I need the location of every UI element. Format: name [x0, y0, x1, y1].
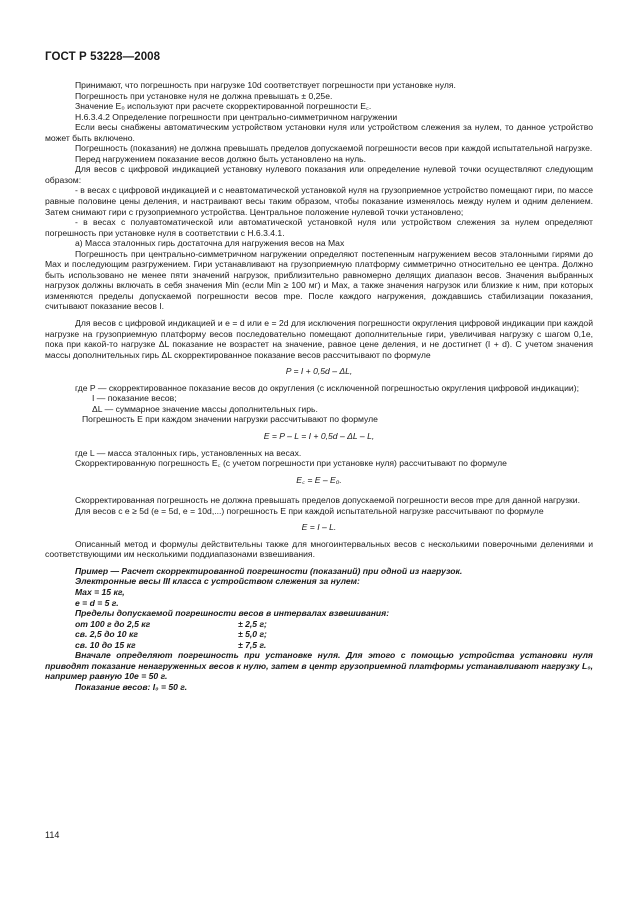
tolerance-row: св. 10 до 15 кг ± 7,5 г. — [75, 639, 267, 650]
paragraph: Погрешность при центрально-симметричном нагружении определяют постепенным нагружением весов эталонными гирями до Max и последующим разгружением. Гири устанавливают на грузоприемную платформу симметрично относительно ее центра. Должно быть использовано не менее пяти значений нагрузок, приблизительно равномерно делящих диапазон весов. Значения выбранных нагрузок должны включать в себя значения Min (если Min ≥ 100 мг) и Max, а также значения нагрузок или близкие к ним, при которых изменяются пределы допускаемой погрешности весов mpe. После каждого нагружения, дождавшись стабилизации показания, считывают показание весов I. — [45, 248, 593, 312]
example-line: Пределы допускаемой погрешности весов в интервалах взвешивания: — [75, 608, 390, 619]
example-line: Вначале определяют погрешность при установке нуля. Для этого с помощью устройства установки нуля приводят показание ненагруженных весов к нулю, затем в центр грузоприемной платформы устанавливают нагрузку L₀, например равную 10e = 50 г. — [45, 650, 593, 682]
formula: E = I – L. — [301, 522, 337, 533]
document-body — [45, 80, 593, 692]
list-item: - в весах с полуавтоматической или автоматической установкой нуля или устройством слежения за нулем определяют погрешность при установке нуля в соответствии с Н.6.3.4.1. — [45, 217, 593, 238]
paragraph: Если весы снабжены автоматическим устройством установки нуля или устройством слежения за нулем, то данное устройство может быть включено. — [45, 122, 593, 143]
tolerance-row: от 100 г до 2,5 кг ± 2,5 г; — [75, 618, 267, 629]
list-item: - в весах с цифровой индикацией и с неавтоматической установкой нуля на грузоприемное устройство помещают гири, по массе равные половине цены деления, и настраивают весы таким образом, чтобы показание изменялось между нулем и одним делением. Затем снимают гири с грузоприемного устройства. Центральное положение нулевой точки установлено; — [45, 185, 593, 217]
paragraph: Значение E₀ используют при расчете скорректированной погрешности E꜀. — [75, 101, 372, 112]
document-header: ГОСТ Р 53228—2008 — [45, 51, 161, 63]
paragraph: Погрешность E при каждом значении нагрузки рассчитывают по формуле — [82, 414, 378, 425]
formula: E = P – L = I + 0,5d – ΔL – L, — [263, 430, 375, 441]
subsection-heading: а) Масса эталонных гирь достаточна для нагружения весов на Max — [75, 238, 345, 249]
formula-legend: где P — скорректированное показание весов до округления (с исключенной погрешностью округления цифровой индикации); — [75, 382, 579, 393]
example-line: Max = 15 кг, — [75, 586, 125, 597]
paragraph: Для весов с e ≥ 5d (e = 5d, e = 10d,...) погрешность E при каждой испытательной нагрузке рассчитывают по формуле — [75, 505, 544, 516]
paragraph: Для весов с цифровой индикацией и e = d или e = 2d для исключения погрешности округления цифровой индикации при каждой нагрузке на грузоприемную платформу весов последовательно помещают дополнительные гири, увеличивая нагрузку с шагом 0,1e, пока при какой-то нагрузке ΔL показание не возрастет на значение, равное цене деления, и не достигнет (I + d). С учетом значения массы дополнительных гирь ΔL скорректированное показание весов рассчитывают по формуле — [45, 318, 593, 360]
paragraph: где L — масса эталонных гирь, установленных на весах. — [75, 447, 302, 458]
paragraph: Перед нагружением показание весов должно быть установлено на нуль. — [75, 153, 367, 164]
page-number: 114 — [45, 830, 60, 840]
paragraph: Для весов с цифровой индикацией установку нулевого показания или определение нулевой точки осуществляют следующим образом: — [45, 164, 593, 185]
paragraph: Погрешность при установке нуля не должна превышать ± 0,25e. — [75, 90, 333, 101]
paragraph: Принимают, что погрешность при нагрузке 10d соответствует погрешности при установке нуля. — [75, 80, 456, 90]
tolerance-row: св. 2,5 до 10 кг ± 5,0 г; — [75, 629, 267, 640]
section-heading: Н.6.3.4.2 Определение погрешности при центрально-симметричном нагружении — [75, 111, 398, 122]
formula-legend: I — показание весов; — [92, 393, 177, 404]
formula: P = I + 0,5d – ΔL, — [285, 366, 353, 377]
example-line: Показание весов: I₀ = 50 г. — [75, 681, 188, 692]
example-line: e = d = 5 г. — [75, 597, 119, 608]
example-line: Электронные весы III класса с устройством слежения за нулем: — [75, 576, 360, 587]
formula-legend: ΔL — суммарное значение массы дополнительных гирь. — [92, 403, 318, 414]
formula: E꜀ = E – E₀. — [296, 474, 342, 485]
paragraph: Скорректированная погрешность не должна превышать пределов допускаемой погрешности весов mpe для данной нагрузки. — [75, 495, 580, 506]
paragraph: Скорректированную погрешность E꜀ (с учетом погрешности при установке нуля) рассчитывают по формуле — [75, 458, 507, 469]
paragraph: Описанный метод и формулы действительны также для многоинтервальных весов с несколькими поверочными делениями и соответствующими им несколькими поддиапазонами взвешивания. — [45, 538, 593, 560]
example-title: Пример — Расчет скорректированной погрешности (показаний) при одной из нагрузок. — [75, 565, 463, 576]
paragraph: Погрешность (показания) не должна превышать пределов допускаемой погрешности весов при каждой испытательной нагрузке. — [75, 143, 593, 154]
